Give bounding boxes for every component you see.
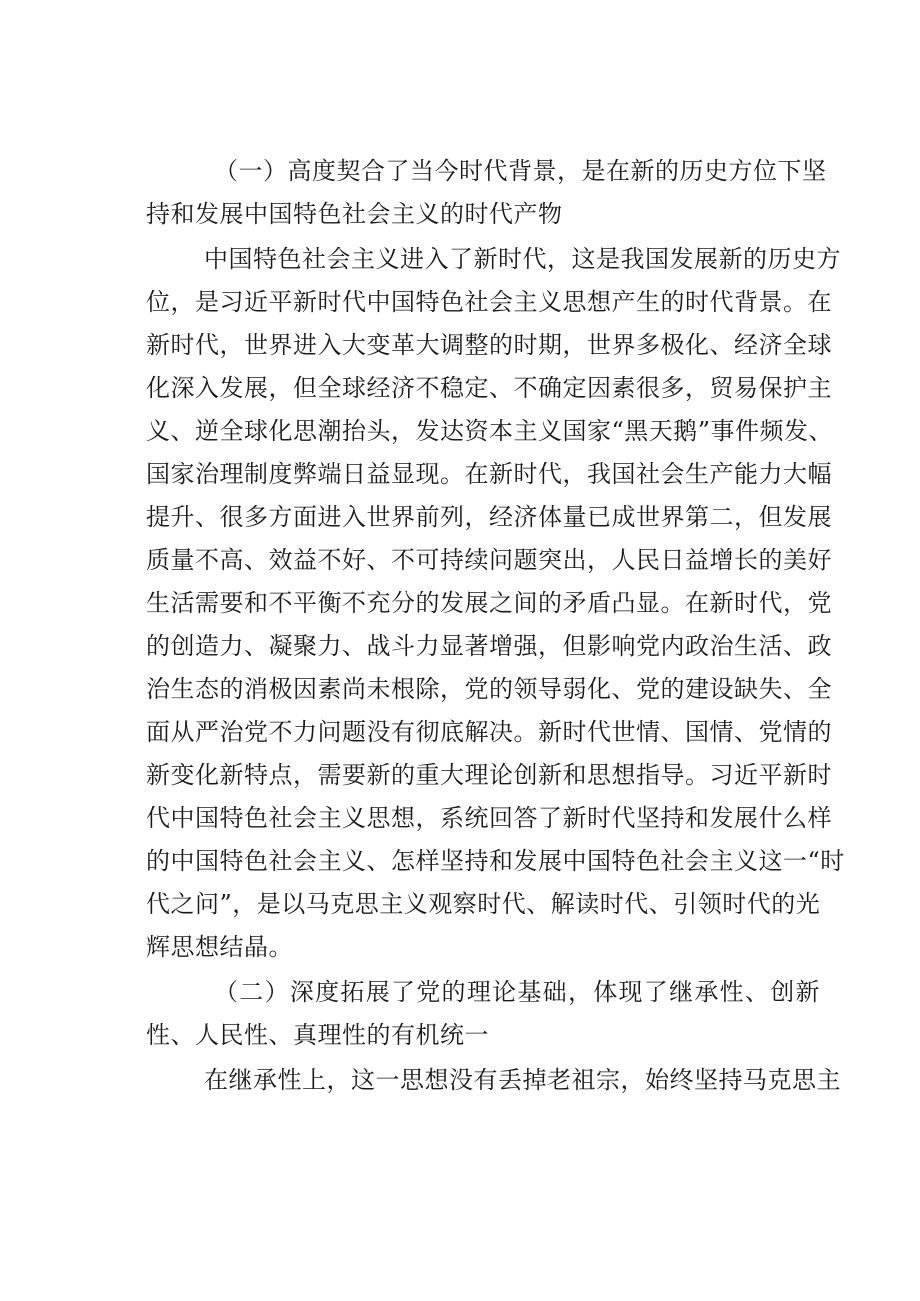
paragraph-line: 义、逆全球化思潮抬头，发达资本主义国家“黑天鹅”事件频发、 [146, 417, 834, 445]
heading-line: （一）高度契合了当今时代背景，是在新的历史方位下坚 [214, 157, 827, 185]
paragraph-line: 中国特色社会主义进入了新时代，这是我国发展新的历史方 [204, 245, 841, 273]
paragraph-line: 提升、很多方面进入世界前列，经济体量已成世界第二，但发展 [146, 503, 832, 531]
paragraph-line: 的创造力、凝聚力、战斗力显著增强，但影响党内政治生活、政 [146, 632, 832, 660]
section-heading-2 [146, 971, 820, 1057]
paragraph-line: 新时代，世界进入大变革大调整的时期，世界多极化、经济全球 [146, 331, 832, 359]
heading-line: 持和发展中国特色社会主义的时代产物 [146, 200, 563, 228]
paragraph-line: 在继承性上，这一思想没有丢掉老祖宗，始终坚持马克思主 [204, 1066, 841, 1094]
heading-line: （二）深度拓展了党的理论基础，体现了继承性、创新 [214, 978, 820, 1006]
paragraph-line: 位，是习近平新时代中国特色社会主义思想产生的时代背景。在 [146, 288, 832, 316]
paragraph-line: 辉思想结晶。 [146, 933, 293, 961]
heading-line: 性、人民性、真理性的有机统一 [146, 1021, 489, 1049]
paragraph-line: 化深入发展，但全球经济不稳定、不确定因素很多，贸易保护主 [146, 374, 832, 402]
body-paragraph-2 [146, 1059, 841, 1102]
paragraph-line: 治生态的消极因素尚未根除，党的领导弱化、党的建设缺失、全 [146, 675, 832, 703]
paragraph-line: 代中国特色社会主义思想，系统回答了新时代坚持和发展什么样 [146, 804, 832, 832]
body-paragraph-1 [146, 238, 845, 969]
paragraph-line: 的中国特色社会主义、怎样坚持和发展中国特色社会主义这一“时 [146, 847, 845, 875]
paragraph-line: 国家治理制度弊端日益显现。在新时代，我国社会生产能力大幅 [146, 460, 832, 488]
paragraph-line: 面从严治党不力问题没有彻底解决。新时代世情、国情、党情的 [146, 718, 832, 746]
paragraph-line: 质量不高、效益不好、不可持续问题突出，人民日益增长的美好 [146, 546, 832, 574]
paragraph-line: 新变化新特点，需要新的重大理论创新和思想指导。习近平新时 [146, 761, 832, 789]
paragraph-line: 代之问”，是以马克思主义观察时代、解读时代、引领时代的光 [146, 890, 821, 918]
paragraph-line: 生活需要和不平衡不充分的发展之间的矛盾凸显。在新时代，党 [146, 589, 832, 617]
section-heading-1 [146, 150, 827, 236]
